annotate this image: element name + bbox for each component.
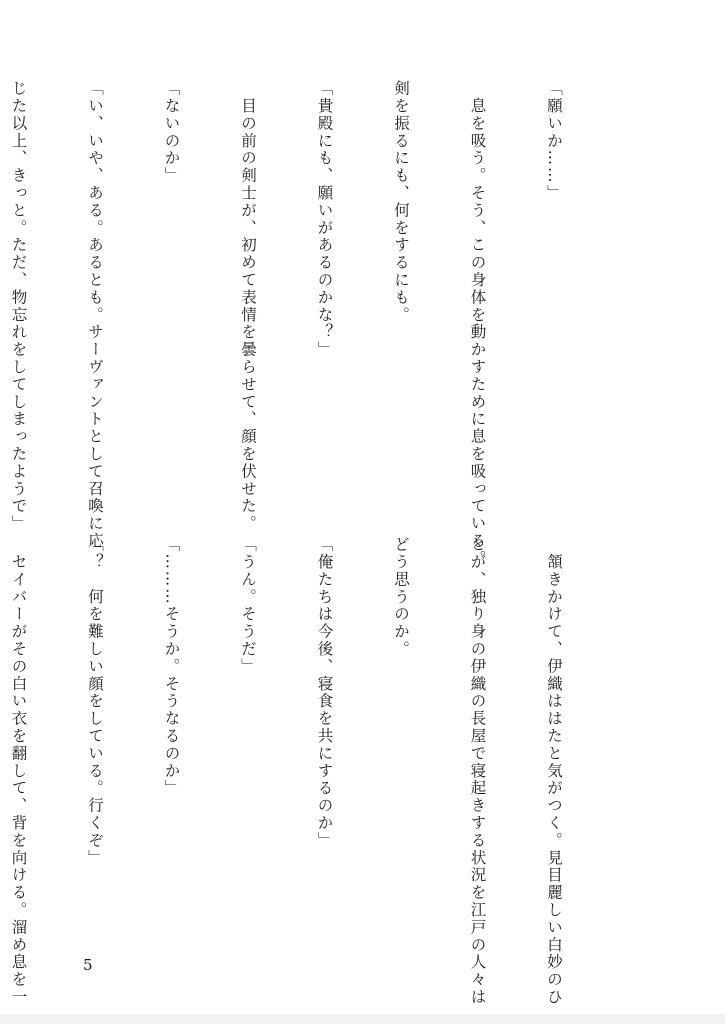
text-line: 目の前の剣士が、初めて表情を曇らせて、顔を伏せた。 [239,80,257,533]
text-line: 「………そうか。そうなるのか」 [162,536,181,797]
page-bottom-edge [0,1014,725,1024]
text-line: 「ないのか」 [162,80,181,185]
text-line: 頷きかけて、伊織ははたと気がつく。見目麗しい白妙のひ [545,536,563,1006]
text-line: セイバーがその白い衣を翻して、背を向ける。溜め息を一 [9,536,28,1006]
text-line: 息を吸う。そう、この身体を動かすために息を吸っている。 [468,80,487,568]
text-line: 「？ 何を難しい顔をしている。行くぞ」 [86,536,104,867]
text-line: とが、独り身の伊織の長屋で寝起きする状況を江戸の人々は [468,536,487,1006]
page-number: 5 [83,956,93,974]
text-line: 剣を振るにも、何をするにも。 [392,80,410,324]
text-block-bottom [0,536,617,1006]
text-line: 「い、いや、ある。あるとも。サーヴァントとして召喚に応 [86,80,104,550]
text-line: 「うん。そうだ」 [239,536,257,676]
text-line: 「願いか……」 [545,80,563,202]
text-line: 「貴殿にも、願いがあるのかな？」 [315,80,334,359]
text-line: どう思うのか。 [392,536,410,658]
text-block-top [0,80,617,568]
text-line: じた以上、きっと。ただ、物忘れをしてしまったようで」 [9,80,28,533]
text-line: 「俺たちは今後、寝食を共にするのか」 [315,536,334,850]
